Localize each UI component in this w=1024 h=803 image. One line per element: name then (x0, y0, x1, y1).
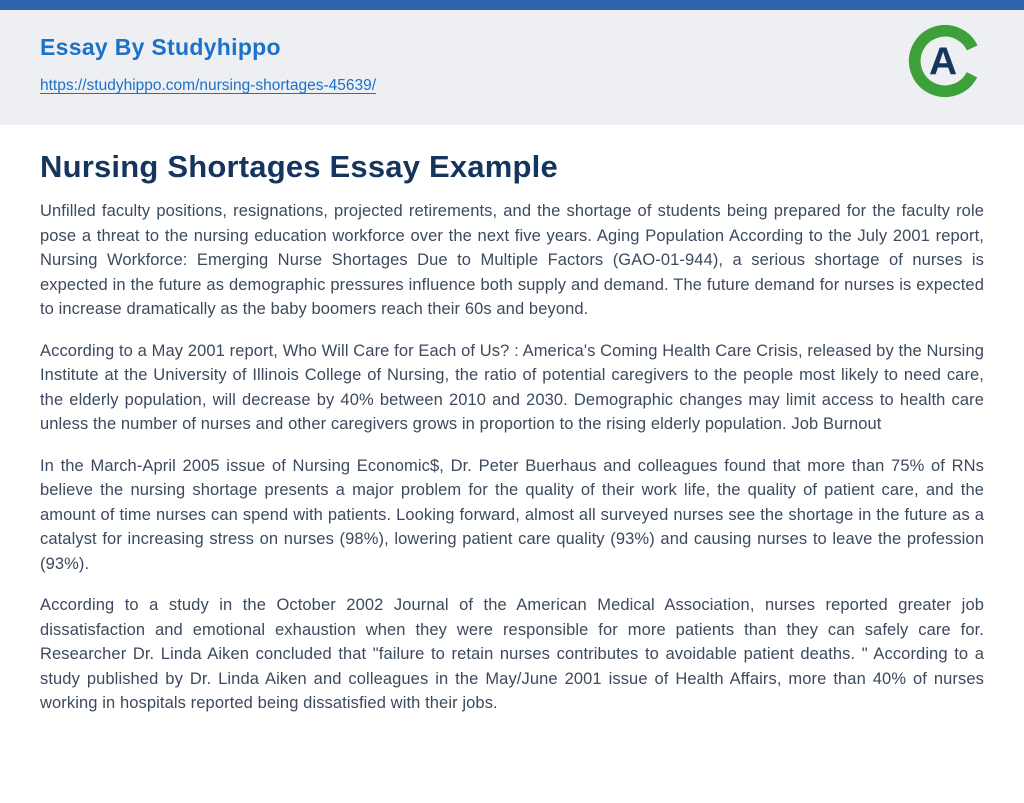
page-header (0, 10, 1024, 125)
source-url-link[interactable]: https://studyhippo.com/nursing-shortages-45639/ (40, 77, 377, 94)
essay-paragraph-3: In the March-April 2005 issue of Nursing Economic$, Dr. Peter Buerhaus and colleagues found that more than 75% of RNs believe the nursing shortage presents a major problem for the quality of their work life, the quality of patient care, and the amount of time nurses can spend with patients. Looking forward, almost all surveyed nurses see the shortage in the future as a catalyst for increasing stress on nurses (98%), lowering patient care quality (93%) and causing nurses to leave the profession (93%). (40, 456, 984, 573)
essay-title: Nursing Shortages Essay Example (40, 149, 558, 184)
essay-paragraph-2: According to a May 2001 report, Who Will Care for Each of Us? : America's Coming Health Care Crisis, released by the Nursing Institute at the University of Illinois College of Nursing, the ratio of potential caregivers to the people most likely to need care, the elderly population, will decrease by 40% between 2010 and 2030. Demographic changes may limit access to health care unless the number of nurses and other caregivers grows in proportion to the rising elderly population. Job Burnout (40, 341, 984, 433)
studyhippo-logo[interactable] (906, 22, 984, 100)
top-accent-bar (0, 0, 1024, 10)
essay-paragraph-4: According to a study in the October 2002 Journal of the American Medical Association, nurses reported greater job dissatisfaction and emotional exhaustion when they were responsible for more patients than they can safely care for. Researcher Dr. Linda Aiken concluded that "failure to retain nurses contributes to avoidable patient deaths. " According to a study published by Dr. Linda Aiken and colleagues in the May/June 2001 issue of Health Affairs, more than 40% of nurses working in hospitals reported being dissatisfied with their jobs. (40, 596, 984, 712)
site-title: Essay By Studyhippo (40, 34, 281, 60)
essay-content (0, 125, 1024, 803)
essay-paragraph-1: Unfilled faculty positions, resignations, projected retirements, and the shortage of students being prepared for the faculty role pose a threat to the nursing education workforce over the next five years. Aging Population According to the July 2001 report, Nursing Workforce: Emerging Nurse Shortages Due to Multiple Factors (GAO-01-944), a serious shortage of nurses is expected in the future as demographic pressures influence both supply and demand. The future demand for nurses is expected to increase dramatically as the baby boomers reach their 60s and beyond. (40, 202, 984, 318)
logo-letter: A (928, 40, 958, 84)
